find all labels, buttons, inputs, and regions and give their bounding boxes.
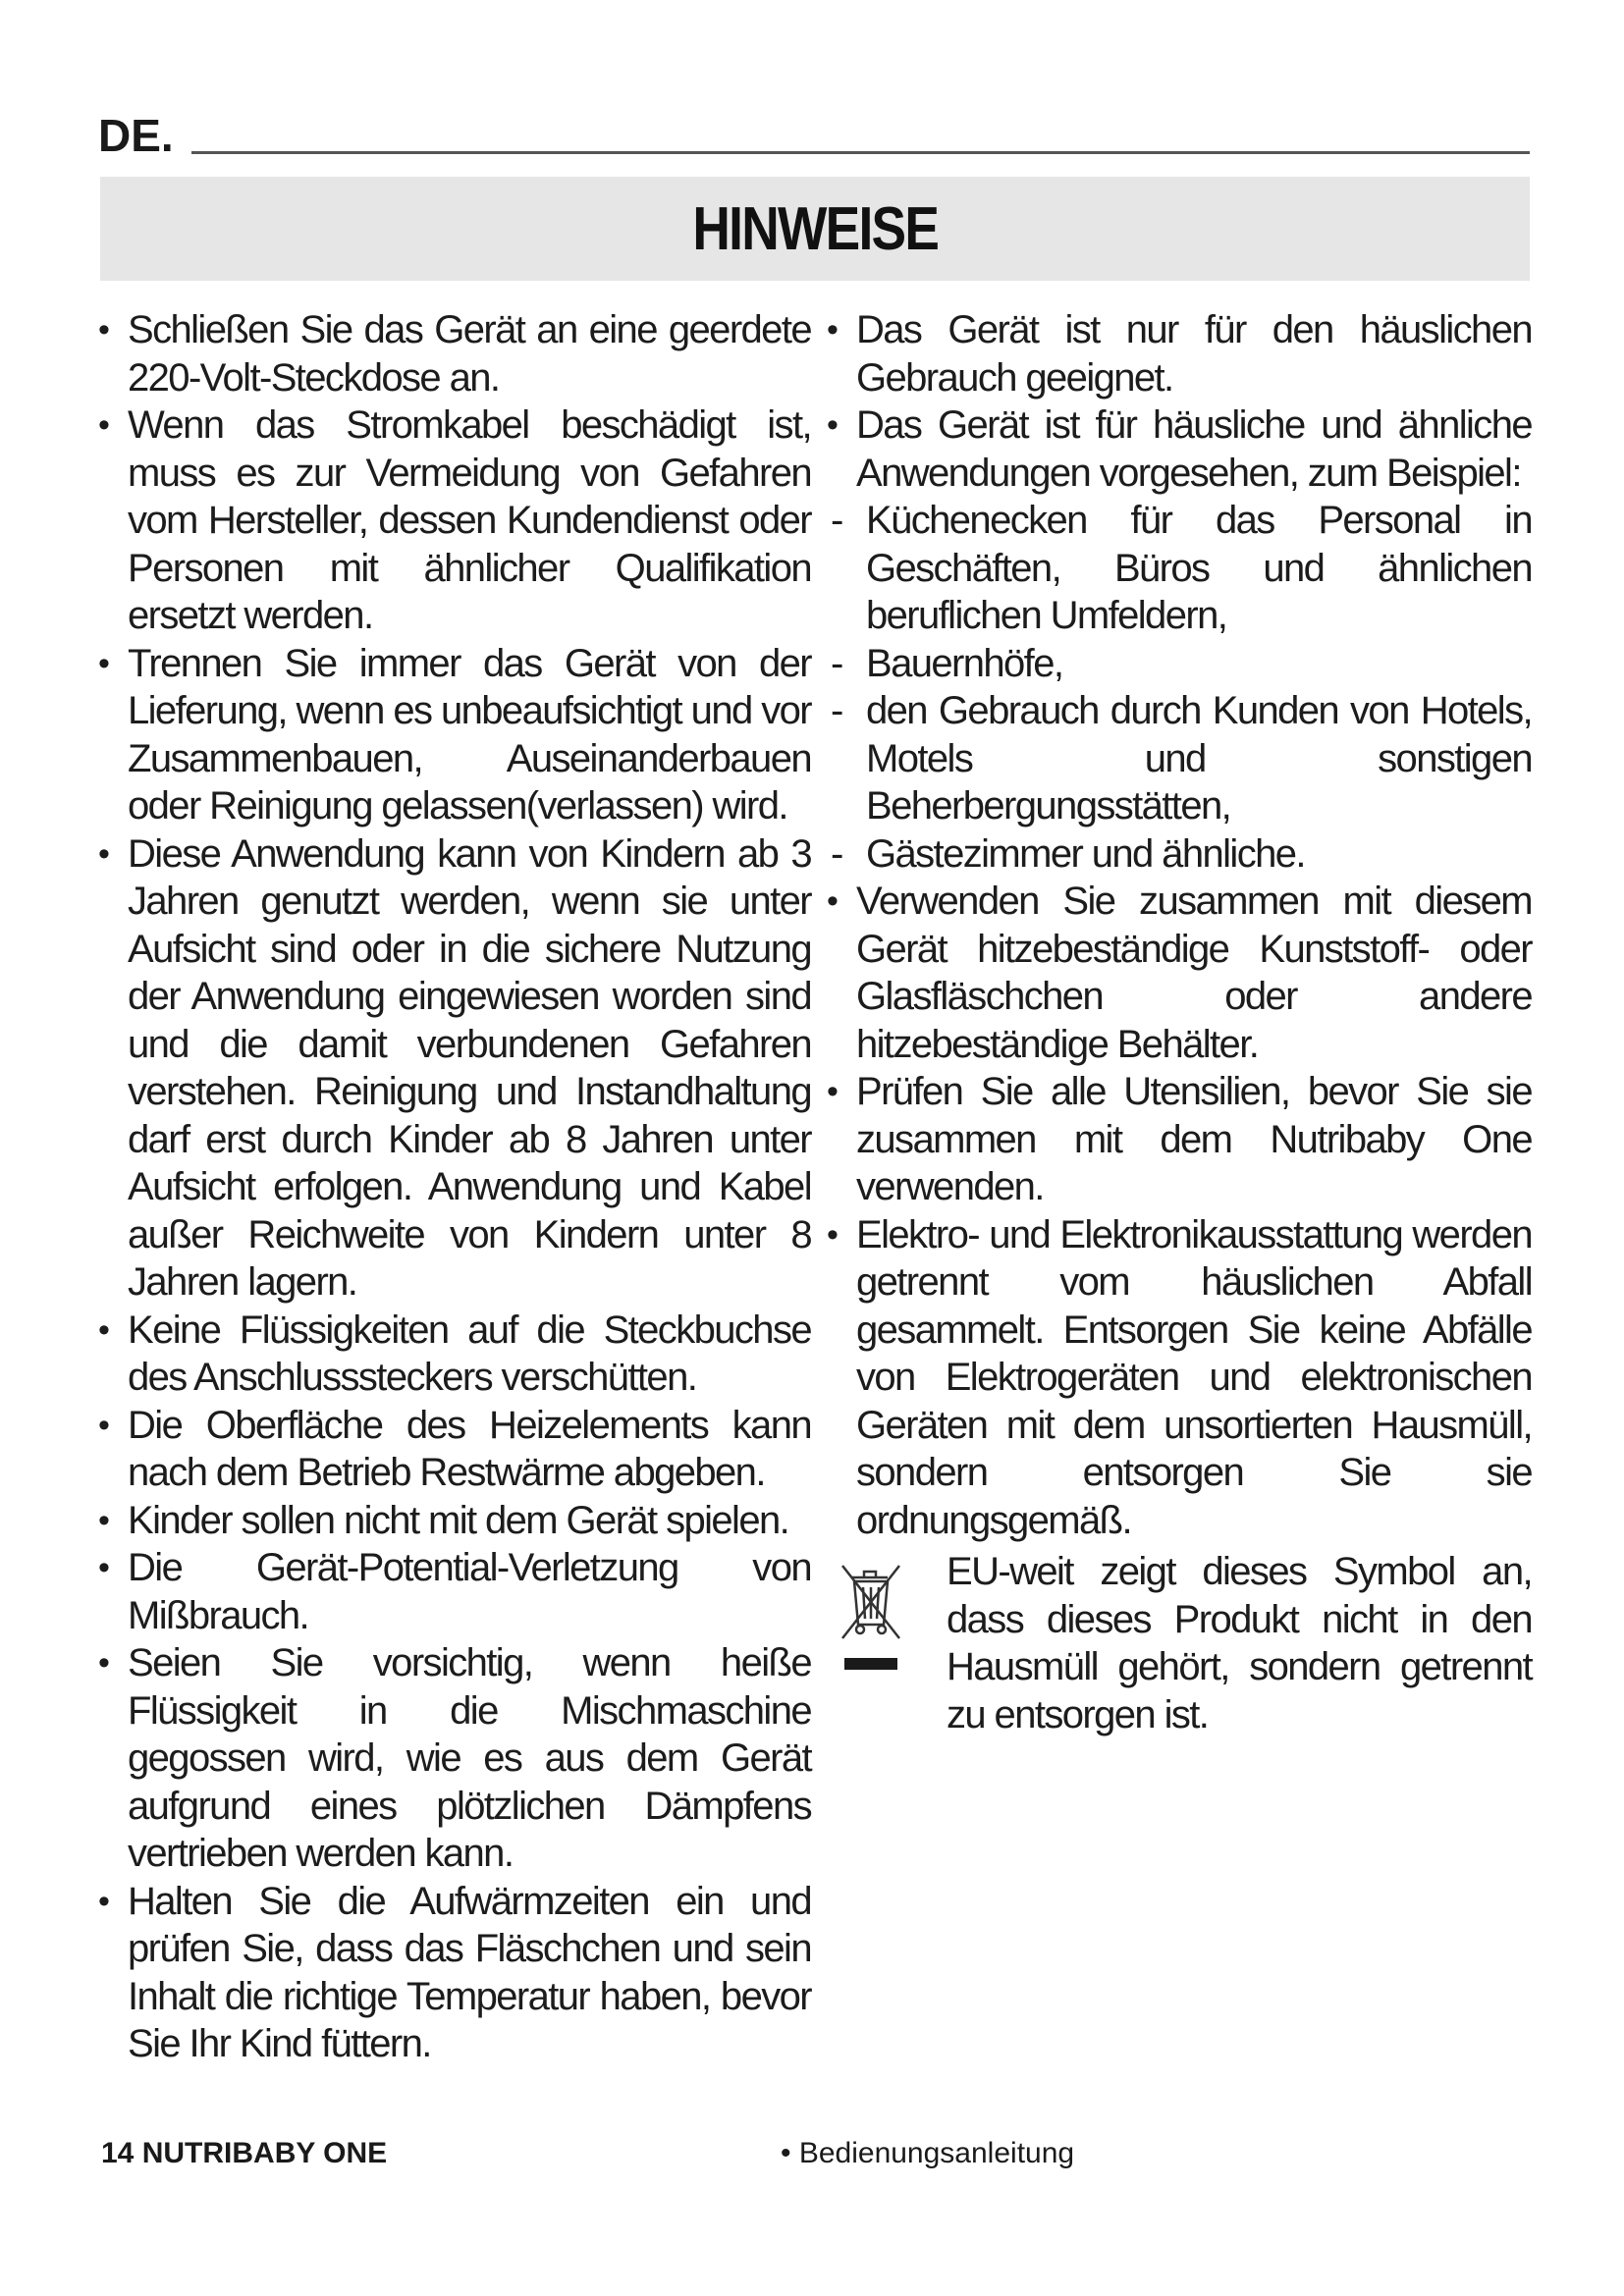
- bullet-icon: •: [827, 311, 838, 348]
- notice-text: Die Gerät-Potential-Verletzung von Mißbrauch.: [128, 1546, 811, 1637]
- notice-text: Das Gerät ist für häusliche und ähnliche Anwendungen vorgesehen, zum Beispiel:: [856, 403, 1532, 495]
- notice-item: [98, 401, 811, 640]
- notice-text: Prüfen Sie alle Utensilien, bevor Sie sie zusammen mit dem Nutribaby One verwenden.: [856, 1070, 1532, 1208]
- notice-text: Trennen Sie immer das Gerät von der Lieferung, wenn es unbeaufsichtigt und vor Zusammenbauen, Auseinanderbauen oder Reinigung gelassen(verlassen) wird.: [128, 641, 811, 828]
- sub-item: [827, 640, 1532, 688]
- bullet-icon: •: [98, 1501, 109, 1539]
- left-column: [98, 306, 811, 2068]
- bullet-icon: •: [98, 644, 109, 682]
- sub-item: [827, 497, 1532, 640]
- footer-page-label: 14 NUTRIBABY ONE: [101, 2137, 388, 2169]
- bullet-icon: •: [98, 1882, 109, 1920]
- bullet-icon: •: [98, 1310, 109, 1349]
- sub-item-text: Bauernhöfe,: [866, 641, 1063, 685]
- dash-icon: -: [831, 689, 842, 732]
- bullet-icon: •: [98, 311, 109, 348]
- weee-notice: [827, 1548, 1532, 1738]
- footer-manual-label: • Bedienungsanleitung: [781, 2137, 1075, 2169]
- notice-text: Kinder sollen nicht mit dem Gerät spielen.: [128, 1498, 789, 1542]
- sub-item: [827, 687, 1532, 830]
- bullet-icon: •: [98, 1549, 109, 1586]
- sub-item-text: Küchenecken für das Personal in Geschäften, Büros und ähnlichen beruflichen Umfeldern,: [866, 499, 1532, 637]
- sub-item-text: den Gebrauch durch Kunden von Hotels, Motels und sonstigen Beherbergungsstätten,: [866, 689, 1532, 828]
- notice-item: [827, 1211, 1532, 1545]
- notice-item: [827, 878, 1532, 1068]
- notice-item: [98, 1307, 811, 1402]
- bullet-icon: •: [98, 834, 109, 873]
- notice-item: [98, 1544, 811, 1639]
- notice-text: Halten Sie die Aufwärmzeiten ein und prüfen Sie, dass das Fläschchen und sein Inhalt die richtige Temperatur haben, bevor Sie Ihr Kind füttern.: [128, 1879, 811, 2065]
- notice-text: Diese Anwendung kann von Kindern ab 3 Jahren genutzt werden, wenn sie unter Aufsicht sind oder in die sichere Nutzung der Anwendung eingewiesen worden sind und die damit verbundenen Gefahren verstehen. Reinigung und Instandhaltung darf erst durch Kinder ab 8 Jahren unter Aufsicht erfolgen. Anwendung und Kabel außer Reichweite von Kindern unter 8 Jahren lagern.: [128, 831, 811, 1304]
- notice-item: [98, 1497, 811, 1545]
- notice-text: Verwenden Sie zusammen mit diesem Gerät hitzebeständige Kunststoff- oder Glasfläschchen oder andere hitzebeständige Behälter.: [856, 880, 1532, 1066]
- notice-item: [827, 401, 1532, 497]
- notice-item: [827, 306, 1532, 401]
- bullet-icon: •: [827, 1215, 838, 1254]
- notice-text: Keine Flüssigkeiten auf die Steckbuchse des Anschlusssteckers verschütten.: [128, 1308, 811, 1399]
- language-header: [98, 110, 1530, 161]
- bullet-icon: •: [98, 406, 109, 444]
- crossed-out-wheelie-bin-icon: [839, 1560, 903, 1678]
- notice-text: Seien Sie vorsichtig, wenn heiße Flüssigkeit in die Mischmaschine gegossen wird, wie es aus dem Gerät aufgrund eines plötzlichen Dämpfens vertrieben werden kann.: [128, 1641, 811, 1875]
- notice-item: [98, 1878, 811, 2068]
- language-code: DE.: [98, 110, 174, 161]
- weee-text: EU-weit zeigt dieses Symbol an, dass dieses Produkt nicht in den Hausmüll gehört, sondern getrennt zu entsorgen ist.: [947, 1550, 1532, 1736]
- title-bar: [100, 177, 1530, 281]
- notice-item: [98, 1402, 811, 1497]
- dash-icon: -: [831, 499, 842, 542]
- bullet-icon: •: [827, 1073, 838, 1110]
- notice-text: Das Gerät ist nur für den häuslichen Gebrauch geeignet.: [856, 308, 1532, 400]
- bullet-icon: •: [827, 406, 838, 444]
- dash-icon: -: [831, 831, 842, 876]
- notice-text: Die Oberfläche des Heizelements kann nach dem Betrieb Restwärme abgeben.: [128, 1403, 811, 1494]
- sub-item-text: Gästezimmer und ähnliche.: [866, 831, 1305, 876]
- notice-item: [98, 640, 811, 830]
- dash-icon: -: [831, 641, 842, 685]
- bullet-icon: •: [98, 1406, 109, 1444]
- right-column: [827, 306, 1532, 1738]
- bullet-icon: •: [98, 1644, 109, 1682]
- notice-item: [98, 1639, 811, 1878]
- notice-item: [98, 306, 811, 401]
- notice-text: Wenn das Stromkabel beschädigt ist, muss es zur Vermeidung von Gefahren vom Hersteller, dessen Kundendienst oder Personen mit ähnlicher Qualifikation ersetzt werden.: [128, 403, 811, 637]
- page-title: HINWEISE: [692, 194, 938, 263]
- notice-text: Schließen Sie das Gerät an eine geerdete 220-Volt-Steckdose an.: [128, 308, 811, 400]
- notice-text: Elektro- und Elektronikausstattung werden getrennt vom häuslichen Abfall gesammelt. Entsorgen Sie keine Abfälle von Elektrogeräten und elektronischen Geräten mit dem unsortierten Hausmüll, sondern entsorgen Sie sie ordnungsgemäß.: [856, 1212, 1532, 1542]
- notice-item: [827, 1068, 1532, 1211]
- sub-item: [827, 830, 1532, 879]
- header-rule: [191, 151, 1530, 154]
- notice-item: [98, 830, 811, 1307]
- bullet-icon: •: [827, 882, 838, 920]
